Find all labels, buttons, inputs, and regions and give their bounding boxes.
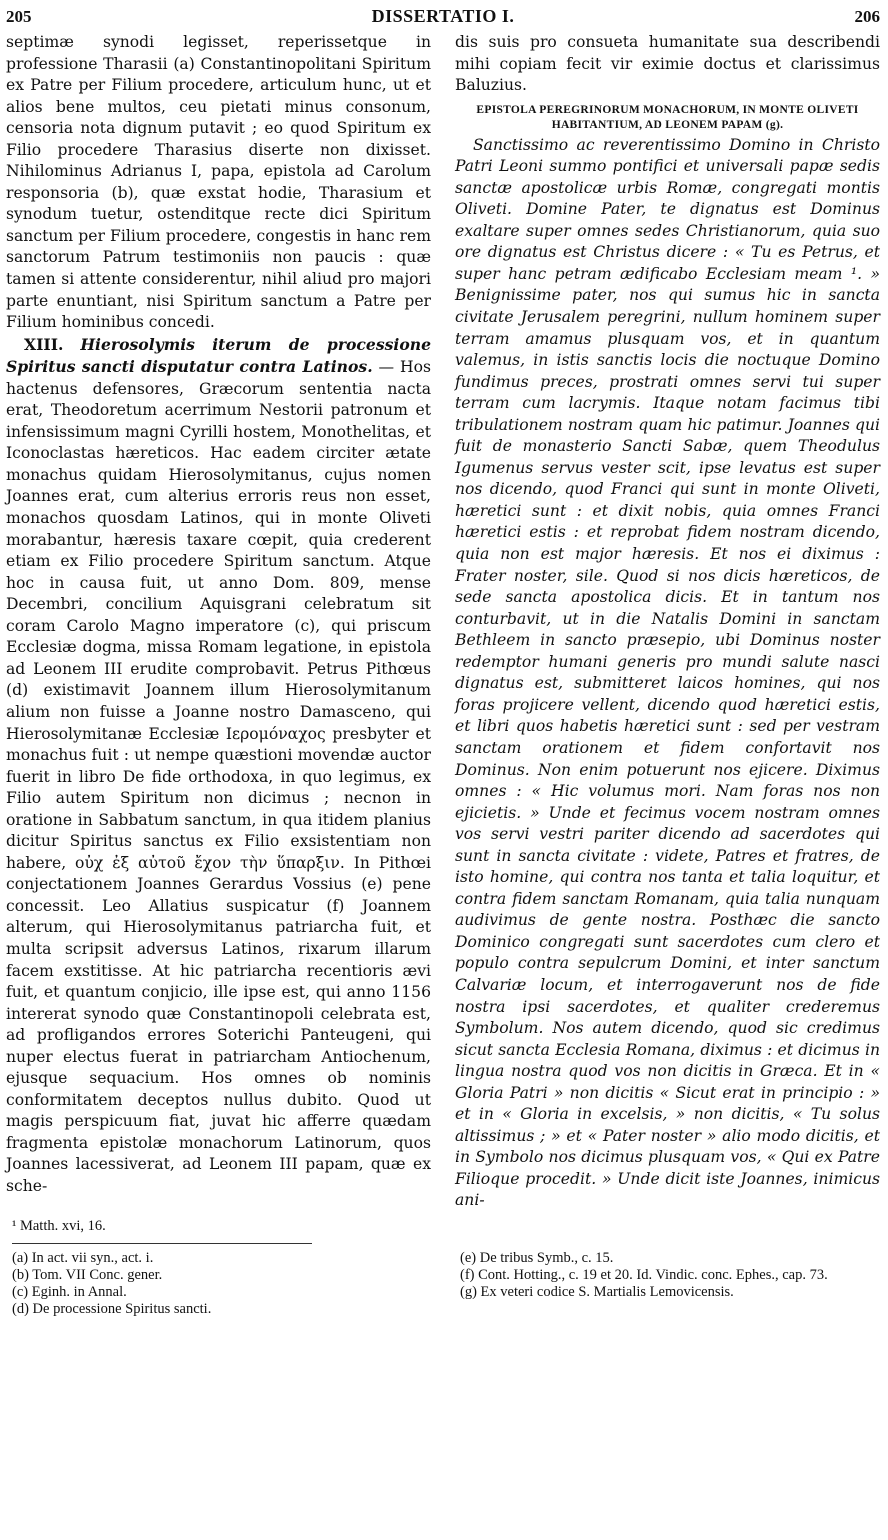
section-number: XIII. <box>24 334 64 354</box>
left-paragraph-2: — Hos hactenus defensores, Græcorum sententia nacta erat, Theodoretum acerrimum Nestorii patronum et infensissimum magni Cyrilli hostem, Monothelitas, et Iconoclastas hæreticos. Hac eadem circiter ætate monachus quidam Hierosolymitanus, cujus nomen Joannes erat, cum alterius erroris reus non esset, monachos quosdam Latinos, qui in monte Oliveti morabantur, hæresis taxare cœpit, quia crederent etiam ex Filio procedere Spiritum sanctum. Atque hoc in causa fuit, ut anno Dom. 809, mense Decembri, concilium Aquisgrani celebratum sit coram Carolo Magno imperatore (c), qui priscum Ecclesiæ dogma, missa Romam legatione, in epistola ad Leonem III erudite comprobavit. Petrus Pithœus (d) existimavit Joannem illum Hierosolymitanum alium non fuisse a Joanne nostro Damasceno, qui Hierosolymitanæ Ecclesiæ Ιερομόναχος presbyter et monachus fuit : ut nempe quæstioni movendæ auctor fuerit in libro De fide orthodoxa, in quo legimus, ex Filio autem Spiritum non dicimus ; necnon in oratione in Sabbatum sanctum, in qua itidem planius dicitur Spiritus sanctus ex Filio exsistentiam non habere, οὐχ ἐξ αὐτοῦ ἔχον τὴν ὕπαρξιν. In Pithœi conjectationem Joannes Gerardus Vossius (e) pene concessit. Leo Allatius suspicatur (f) Joannem alterum, qui Hierosolymitanus patriarcha fuit, et multa scripsit adversus Latinos, rixarum illarum facem exstitisse. At hic patriarcha recentioris ævi fuit, et quantum conjicio, ille ipse est, qui anno 1156 intererat synodo quæ Constantinopoli celebrata est, ad profligandos errores Soterichi Panteugeni, qui nuper electus fuerat in patriarcham Antiochenum, ejusque sequacium. Hos omnes ob nominis conformitatem deceptos nullus dubito. Quod ut magis perspicuum fiat, juvat hic afferre quædam fragmenta epistolæ monachorum Latinorum, quos Joannes lacessiverat, ad Leonem III papam, quæ ex sche- <box>6 358 431 1195</box>
note-c: (c) Eginh. in Annal. <box>12 1283 127 1300</box>
notes-left <box>6 1250 432 1318</box>
left-column <box>6 32 431 1212</box>
note-a: (a) In act. vii syn., act. i. <box>12 1249 154 1266</box>
section-xiii <box>6 334 431 1198</box>
note-f: (f) Cont. Hotting., c. 19 et 20. Id. Vindic. conc. Ephes., cap. 73. <box>460 1266 828 1283</box>
running-header <box>6 6 880 32</box>
note-b: (b) Tom. VII Conc. gener. <box>12 1266 163 1283</box>
epistle-text: Sanctissimo ac reverentissimo Domino in Christo Patri Leoni summo pontifici et universali papæ sedis sanctæ apostolicæ urbis Romæ, congregati montis Oliveti. Domine Pater, te dignatus est Dominus exaltare super omnes sedes Christianorum, quia suo ore dignatus est Christus dicere : « Tu es Petrus, et super hanc petram ædificabo Ecclesiam meam ¹. » Benignissime pater, nos qui sumus hic in sancta civitate Jerusalem peregrini, nullum hominem super terram amamus plusquam vos, et in quantum valemus, in istis sanctis locis die noctuque Domino fundimus preces, prostrati omnes servi tui super terram cum lacrymis. Itaque notam facimus tibi tribulationem nostram quam hic patimur. Joannes qui fuit de monasterio Sancti Sabæ, quem Theodulus Igumenus servus vester scit, ipse levatus est super nos dicendo, quod Franci qui sunt in monte Oliveti, hæretici sunt : et dixit nobis, quia omnes Franci hæretici estis : et reprobat fidem nostram dicendo, quia non est major hæresis. Et nos ei diximus : Frater noster, sile. Quod si nos dicis hæreticos, de sede sancta apostolica dicis. Et in tantum nos conturbavit, ut in die Natalis Domini in sanctam Bethleem in sancto præsepio, ubi Dominus noster redemptor humani generis pro mundi salute nasci dignatus est, submitteret laicos homines, qui nos foras projicere vellent, dicendo quod hæretici estis, et libri quos habetis hæretici sunt : sed per vestram sanctam orationem et fidem confortavit nos Dominus. Non enim potuerunt nos ejicere. Diximus omnes : « Hic volumus mori. Nam foras nos non ejicietis. » Unde et fecimus vocem nostram omnes vos servi vestri pariter dicendo ad sacerdotes qui sunt in sancta civitate : videte, Patres et fratres, de isto homine, qui contra nos tanta et talia loquitur, et contra fidem sanctam Romanam, quia talia nunquam audivimus de gente nostra. Posthæc die sancto Dominico congregati sunt sacerdotes cum clero et populo contra sepulcrum Domini, et inter sanctum Calvariæ locum, et interrogaverunt nos de fide nostra ipsi sacerdotes, et qualiter crederemus Symbolum. Nos autem dicendo, quod sic credimus sicut sancta Ecclesia Romana, diximus : et dicimus in lingua nostra quod vos non dicitis in Græca. Et in « Gloria Patri » non dicitis « Sicut erat in principio : » et in « Gloria in excelsis, » non dicitis, « Tu solus altissimus ; » et « Pater noster » alio modo dicitis, et in Symbolo nos dicimus plusquam vos, « Qui ex Patre Filioque procedit. » Unde dicit iste Joannes, inimicus ani- <box>455 135 880 1210</box>
epistle-heading: EPISTOLA PEREGRINORUM MONACHORUM, IN MONTE OLIVETI HABITANTIUM, AD LEONEM PAPAM (g). <box>476 103 859 131</box>
footnote-scripture: ¹ Matth. xvi, 16. <box>12 1217 106 1234</box>
notes-divider <box>12 1243 312 1244</box>
page-number-right: 206 <box>854 7 880 26</box>
right-column <box>455 32 880 1212</box>
notes-area <box>6 1250 880 1318</box>
running-title: DISSERTATIO I. <box>371 6 515 26</box>
page-number-left: 205 <box>6 7 32 26</box>
section-title: Hierosolymis iterum de processione Spiritus sancti disputatur contra Latinos. <box>6 334 431 377</box>
text-columns <box>6 32 880 1212</box>
right-paragraph-1: dis suis pro consueta humanitate sua describendi mihi copiam fecit vir eximie doctus et clarissimus Baluzius. <box>455 33 880 95</box>
note-g: (g) Ex veteri codice S. Martialis Lemovicensis. <box>460 1283 734 1300</box>
left-paragraph-1: septimæ synodi legisset, reperissetque in professione Tharasii (a) Constantinopolitani Spiritum ex Patre per Filium procedere, articulum hunc, ut et alios bene multos, ceu pietati minus consonum, censoria nota dignum putavit ; eo quod Spiritum ex Filio procedere Tharasius diserte non dixisset. Nihilominus Adrianus I, papa, epistola ad Carolum responsoria (b), quæ exstat hodie, Tharasium et synodum tuetur, ostenditque recte dici Spiritum sanctum per Filium procedere, congestis in hanc rem sanctorum Patrum testimoniis non paucis : quæ tamen si attente considerentur, nihil aliud pro majori parte enuntiant, nisi Spiritum sanctum a Patre per Filium hominibus concedi. <box>6 33 431 332</box>
note-d: (d) De processione Spiritus sancti. <box>12 1300 212 1317</box>
note-e: (e) De tribus Symb., c. 15. <box>460 1249 614 1266</box>
notes-right <box>454 1250 880 1318</box>
